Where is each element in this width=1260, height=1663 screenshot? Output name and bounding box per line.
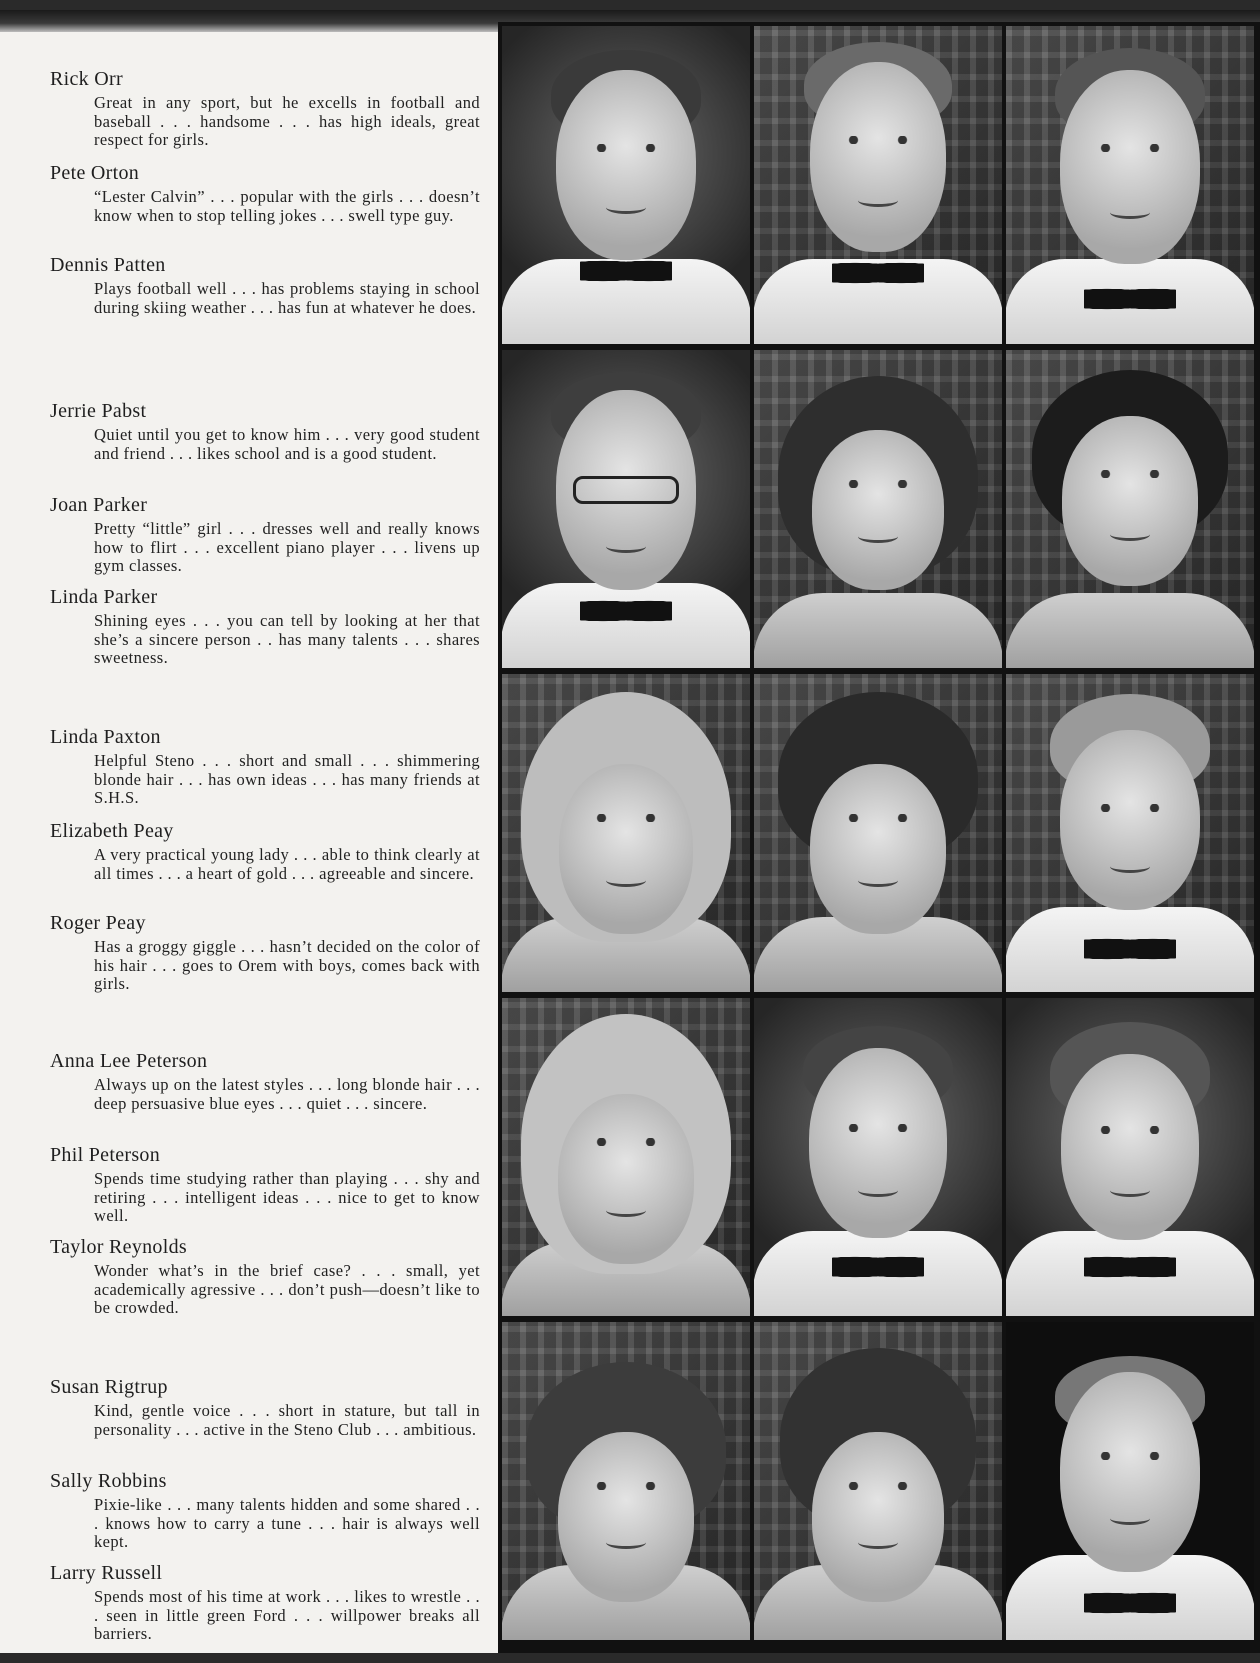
senior-portrait xyxy=(1006,998,1254,1316)
senior-name: Linda Paxton xyxy=(50,726,161,748)
senior-portrait xyxy=(502,998,750,1316)
senior-entry xyxy=(50,1470,480,1552)
senior-description: Wonder what’s in the brief case? . . . small, yet academically agressive . . . don’t push—doesn’t like to be crowded. xyxy=(94,1261,480,1317)
senior-description: Always up on the latest styles . . . long blonde hair . . . deep persuasive blue eyes . . . quiet . . . sincere. xyxy=(94,1075,480,1113)
senior-name: Joan Parker xyxy=(50,494,148,516)
senior-entry xyxy=(50,820,480,883)
senior-portrait xyxy=(754,350,1002,668)
senior-entry xyxy=(50,1144,480,1226)
senior-description: Kind, gentle voice . . . short in stature, but tall in personality . . . active in the Steno Club . . . ambitious. xyxy=(94,1401,480,1439)
senior-portrait xyxy=(1006,1322,1254,1640)
senior-name: Elizabeth Peay xyxy=(50,820,174,842)
senior-portrait xyxy=(754,998,1002,1316)
senior-entry xyxy=(50,1236,480,1318)
senior-name: Sally Robbins xyxy=(50,1470,167,1492)
senior-entry xyxy=(50,68,480,150)
senior-portrait xyxy=(502,674,750,992)
senior-name: Rick Orr xyxy=(50,68,123,90)
senior-portrait xyxy=(502,350,750,668)
senior-entry xyxy=(50,1050,480,1113)
senior-portrait xyxy=(754,674,1002,992)
senior-entry xyxy=(50,586,480,668)
senior-description: A very practical young lady . . . able to think clearly at all times . . . a heart of gold . . . agreeable and sincere. xyxy=(94,845,480,883)
senior-entry xyxy=(50,400,480,463)
senior-name: Anna Lee Peterson xyxy=(50,1050,208,1072)
senior-description: Has a groggy giggle . . . hasn’t decided on the color of his hair . . . goes to Orem with boys, comes back with girls. xyxy=(94,937,480,993)
senior-name: Pete Orton xyxy=(50,162,140,184)
senior-entry xyxy=(50,162,480,225)
senior-entry xyxy=(50,254,480,317)
senior-portrait xyxy=(1006,26,1254,344)
portrait-grid xyxy=(498,22,1260,1653)
senior-name: Dennis Patten xyxy=(50,254,166,276)
senior-description: Pretty “little” girl . . . dresses well and really knows how to flirt . . . excellent piano player . . . livens up gym classes. xyxy=(94,519,480,575)
senior-description: Helpful Steno . . . short and small . . . shimmering blonde hair . . . has own ideas . . . has many friends at S.H.S. xyxy=(94,751,480,807)
senior-name: Phil Peterson xyxy=(50,1144,161,1166)
senior-entry xyxy=(50,1376,480,1439)
senior-portrait xyxy=(502,1322,750,1640)
senior-description: Quiet until you get to know him . . . very good student and friend . . . likes school and is a good student. xyxy=(94,425,480,463)
senior-description: Spends time studying rather than playing . . . shy and retiring . . . intelligent ideas . . . nice to get to know well. xyxy=(94,1169,480,1225)
senior-name: Susan Rigtrup xyxy=(50,1376,168,1398)
senior-entry xyxy=(50,494,480,576)
senior-entry xyxy=(50,1562,480,1644)
senior-description: Plays football well . . . has problems staying in school during skiing weather . . . has fun at whatever he does. xyxy=(94,279,480,317)
senior-description: Spends most of his time at work . . . likes to wrestle . . . seen in little green Ford . . . willpower breaks all barriers. xyxy=(94,1587,480,1643)
senior-entry xyxy=(50,726,480,808)
senior-portrait xyxy=(502,26,750,344)
senior-name: Taylor Reynolds xyxy=(50,1236,187,1258)
senior-description: “Lester Calvin” . . . popular with the girls . . . doesn’t know when to stop telling jokes . . . swell type guy. xyxy=(94,187,480,225)
senior-name: Larry Russell xyxy=(50,1562,163,1584)
senior-portrait xyxy=(1006,674,1254,992)
senior-description: Pixie-like . . . many talents hidden and some shared . . . knows how to carry a tune . . . hair is always well kept. xyxy=(94,1495,480,1551)
senior-descriptions-column xyxy=(0,10,498,1663)
senior-name: Jerrie Pabst xyxy=(50,400,147,422)
senior-entry xyxy=(50,912,480,994)
senior-portrait xyxy=(1006,350,1254,668)
senior-portrait xyxy=(754,1322,1002,1640)
senior-name: Linda Parker xyxy=(50,586,158,608)
senior-description: Shining eyes . . . you can tell by looking at her that she’s a sincere person . . has many talents . . . shares sweetness. xyxy=(94,611,480,667)
senior-portrait xyxy=(754,26,1002,344)
senior-description: Great in any sport, but he excells in football and baseball . . . handsome . . . has high ideals, great respect for girls. xyxy=(94,93,480,149)
senior-name: Roger Peay xyxy=(50,912,146,934)
